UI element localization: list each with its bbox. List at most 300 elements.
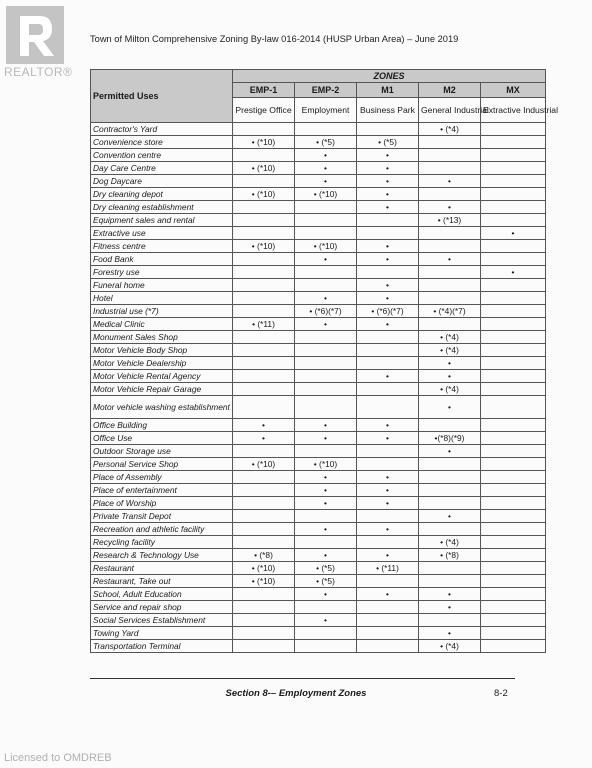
zone-permission-cell xyxy=(357,357,419,370)
permitted-use-label: Equipment sales and rental xyxy=(91,214,233,227)
license-watermark: Licensed to OMDREB xyxy=(4,752,112,764)
zone-permission-cell xyxy=(357,510,419,523)
zone-permission-cell: • xyxy=(357,432,419,445)
zone-permission-cell xyxy=(481,510,546,523)
zone-permission-cell xyxy=(481,614,546,627)
permitted-use-label: Private Transit Depot xyxy=(91,510,233,523)
zone-permission-cell xyxy=(419,266,481,279)
permitted-use-label: Motor Vehicle Body Shop xyxy=(91,344,233,357)
zone-permission-cell: • (*4) xyxy=(419,640,481,653)
zone-permission-cell: • xyxy=(295,432,357,445)
zone-permission-cell: • xyxy=(419,601,481,614)
zone-permission-cell xyxy=(481,344,546,357)
zone-permission-cell xyxy=(357,627,419,640)
table-row xyxy=(91,614,546,627)
zone-permission-cell xyxy=(419,419,481,432)
zone-permission-cell xyxy=(419,240,481,253)
zone-permission-cell: • (*4) xyxy=(419,344,481,357)
table-row xyxy=(91,484,546,497)
zone-permission-cell xyxy=(419,497,481,510)
zone-permission-cell xyxy=(419,292,481,305)
zone-permission-cell xyxy=(357,383,419,396)
zone-permission-cell xyxy=(295,201,357,214)
zone-permission-cell xyxy=(481,497,546,510)
zone-code-header: EMP-2 xyxy=(295,83,357,98)
zone-permission-cell xyxy=(481,549,546,562)
zone-permission-cell xyxy=(357,601,419,614)
realtor-logo-icon xyxy=(6,6,64,64)
zone-permission-cell xyxy=(295,214,357,227)
zone-permission-cell: • (*10) xyxy=(295,458,357,471)
zone-permission-cell xyxy=(233,305,295,318)
zone-permission-cell xyxy=(481,588,546,601)
zone-permission-cell: • (*10) xyxy=(233,136,295,149)
zone-permission-cell xyxy=(481,383,546,396)
permitted-use-label: Restaurant, Take out xyxy=(91,575,233,588)
table-row xyxy=(91,162,546,175)
permitted-use-label: Transportation Terminal xyxy=(91,640,233,653)
zone-permission-cell xyxy=(233,123,295,136)
zone-description: Business Park xyxy=(357,98,419,123)
table-row xyxy=(91,214,546,227)
zone-permission-cell: • xyxy=(419,510,481,523)
zone-permission-cell xyxy=(357,396,419,419)
table-row xyxy=(91,136,546,149)
zone-permission-cell xyxy=(233,292,295,305)
zone-permission-cell: • (*5) xyxy=(295,575,357,588)
zone-permission-cell: • xyxy=(295,484,357,497)
permitted-use-label: Recycling facility xyxy=(91,536,233,549)
permitted-use-label: Place of Assembly xyxy=(91,471,233,484)
zone-permission-cell: • xyxy=(419,396,481,419)
zone-permission-cell: • xyxy=(357,292,419,305)
permitted-use-label: Forestry use xyxy=(91,266,233,279)
table-row xyxy=(91,240,546,253)
zone-permission-cell xyxy=(233,484,295,497)
table-row xyxy=(91,588,546,601)
zone-permission-cell: • xyxy=(295,175,357,188)
zone-permission-cell xyxy=(233,497,295,510)
zone-permission-cell: • (*10) xyxy=(295,240,357,253)
zone-permission-cell: • xyxy=(419,253,481,266)
zone-permission-cell: • (*4) xyxy=(419,383,481,396)
zone-code-header: M1 xyxy=(357,83,419,98)
zone-permission-cell: • xyxy=(419,445,481,458)
zone-permission-cell: • (*10) xyxy=(233,240,295,253)
zone-permission-cell xyxy=(233,536,295,549)
zone-permission-cell xyxy=(357,266,419,279)
zone-permission-cell: • (*11) xyxy=(357,562,419,575)
zone-permission-cell xyxy=(481,331,546,344)
permitted-use-label: Towing Yard xyxy=(91,627,233,640)
zone-permission-cell xyxy=(233,357,295,370)
zone-permission-cell xyxy=(233,523,295,536)
zone-permission-cell xyxy=(481,175,546,188)
zone-permission-cell: • (*4) xyxy=(419,331,481,344)
zone-permission-cell: • xyxy=(357,419,419,432)
permitted-use-label: Hotel xyxy=(91,292,233,305)
zone-permission-cell xyxy=(419,188,481,201)
zone-permission-cell: • (*8) xyxy=(233,549,295,562)
zone-permission-cell xyxy=(481,396,546,419)
zone-permission-cell xyxy=(481,188,546,201)
table-row xyxy=(91,523,546,536)
zone-permission-cell xyxy=(481,471,546,484)
zone-permission-cell: • xyxy=(357,240,419,253)
zone-permission-cell xyxy=(419,471,481,484)
permitted-use-label: Extractive use xyxy=(91,227,233,240)
zone-permission-cell: • xyxy=(295,149,357,162)
permitted-use-label: Fitness centre xyxy=(91,240,233,253)
zone-permission-cell xyxy=(233,627,295,640)
table-row xyxy=(91,510,546,523)
permitted-use-label: School, Adult Education xyxy=(91,588,233,601)
zone-permission-cell: • xyxy=(295,549,357,562)
table-row xyxy=(91,305,546,318)
table-row xyxy=(91,383,546,396)
zone-permission-cell: • xyxy=(357,471,419,484)
zone-permission-cell: • xyxy=(357,497,419,510)
zone-permission-cell: • (*10) xyxy=(233,188,295,201)
zone-permission-cell: • xyxy=(357,149,419,162)
zone-permission-cell xyxy=(295,536,357,549)
zone-permission-cell: • xyxy=(419,357,481,370)
zone-permission-cell: • xyxy=(233,432,295,445)
zone-permission-cell xyxy=(481,523,546,536)
zone-permission-cell xyxy=(357,575,419,588)
zone-permission-cell xyxy=(481,536,546,549)
zone-code-header: M2 xyxy=(419,83,481,98)
permitted-use-label: Research & Technology Use xyxy=(91,549,233,562)
zone-permission-cell xyxy=(295,627,357,640)
table-row xyxy=(91,149,546,162)
zone-permission-cell xyxy=(233,614,295,627)
table-row xyxy=(91,419,546,432)
zone-permission-cell: • xyxy=(419,588,481,601)
zone-permission-cell xyxy=(357,344,419,357)
zone-permission-cell: • xyxy=(357,549,419,562)
zone-permission-cell: • xyxy=(357,201,419,214)
permitted-use-label: Funeral home xyxy=(91,279,233,292)
zone-permission-cell: • (*4) xyxy=(419,123,481,136)
zone-permission-cell xyxy=(481,305,546,318)
zone-permission-cell xyxy=(419,523,481,536)
zone-permission-cell: • xyxy=(295,588,357,601)
zone-permission-cell xyxy=(357,331,419,344)
zone-permission-cell xyxy=(481,640,546,653)
zone-permission-cell: • xyxy=(481,266,546,279)
zone-permission-cell: • xyxy=(295,614,357,627)
table-row xyxy=(91,458,546,471)
zone-permission-cell xyxy=(233,396,295,419)
table-row xyxy=(91,432,546,445)
permitted-use-label: Recreation and athletic facility xyxy=(91,523,233,536)
table-row xyxy=(91,175,546,188)
zone-permission-cell: • xyxy=(419,627,481,640)
zone-permission-cell xyxy=(419,149,481,162)
table-row xyxy=(91,279,546,292)
zone-permission-cell xyxy=(233,214,295,227)
zone-permission-cell xyxy=(481,318,546,331)
zone-permission-cell xyxy=(233,588,295,601)
zone-permission-cell xyxy=(481,627,546,640)
zone-permission-cell xyxy=(481,458,546,471)
permitted-use-label: Personal Service Shop xyxy=(91,458,233,471)
zone-permission-cell xyxy=(295,396,357,419)
zone-permission-cell xyxy=(481,575,546,588)
table-row xyxy=(91,331,546,344)
table-row xyxy=(91,627,546,640)
zone-permission-cell xyxy=(481,292,546,305)
zone-permission-cell: • xyxy=(295,318,357,331)
zone-permission-cell xyxy=(419,484,481,497)
zone-permission-cell: • xyxy=(295,292,357,305)
zone-permission-cell: • xyxy=(357,588,419,601)
zone-permission-cell xyxy=(233,253,295,266)
zone-permission-cell xyxy=(481,201,546,214)
zone-permission-cell: • xyxy=(295,523,357,536)
realtor-logo-text: REALTOR® xyxy=(4,65,73,79)
permitted-use-label: Motor vehicle washing establishment xyxy=(91,396,233,419)
table-row xyxy=(91,536,546,549)
zone-permission-cell xyxy=(481,432,546,445)
zone-permission-cell: • xyxy=(357,523,419,536)
zone-permission-cell: • xyxy=(419,370,481,383)
zone-permission-cell xyxy=(357,227,419,240)
permitted-use-label: Outdoor Storage use xyxy=(91,445,233,458)
footer-section-title: Section 8-– Employment Zones xyxy=(225,688,367,699)
table-row xyxy=(91,445,546,458)
zone-permission-cell xyxy=(295,266,357,279)
zone-permission-cell xyxy=(481,279,546,292)
zone-permission-cell: • xyxy=(295,419,357,432)
table-row xyxy=(91,253,546,266)
zone-permission-cell xyxy=(419,575,481,588)
zone-permission-cell: • xyxy=(357,318,419,331)
zone-description: Prestige Office xyxy=(233,98,295,123)
permitted-use-label: Service and repair shop xyxy=(91,601,233,614)
zone-permission-cell xyxy=(233,510,295,523)
zone-permission-cell xyxy=(233,344,295,357)
zone-description: General Industrial xyxy=(419,98,481,123)
page-number: 8-2 xyxy=(494,688,508,699)
zone-permission-cell xyxy=(295,331,357,344)
zone-permission-cell xyxy=(295,370,357,383)
zone-permission-cell: • (*4) xyxy=(419,536,481,549)
table-row xyxy=(91,318,546,331)
zones-header: ZONES xyxy=(233,70,546,83)
table-row xyxy=(91,575,546,588)
zone-permission-cell: • xyxy=(357,370,419,383)
zone-permission-cell xyxy=(481,253,546,266)
zone-permission-cell xyxy=(233,201,295,214)
zone-permission-cell xyxy=(481,214,546,227)
document-header: Town of Milton Comprehensive Zoning By-law 016-2014 (HUSP Urban Area) – June 2019 xyxy=(90,34,459,44)
permitted-use-label: Industrial use (*7) xyxy=(91,305,233,318)
table-row xyxy=(91,357,546,370)
permitted-use-label: Day Care Centre xyxy=(91,162,233,175)
permitted-use-label: Motor Vehicle Dealership xyxy=(91,357,233,370)
zone-permission-cell: • (*10) xyxy=(233,458,295,471)
zone-description: Extractive Industrial xyxy=(481,98,546,123)
table-row xyxy=(91,497,546,510)
zone-permission-cell xyxy=(233,266,295,279)
zone-permission-cell: • xyxy=(419,175,481,188)
permitted-use-label: Convenience store xyxy=(91,136,233,149)
zone-permission-cell: • xyxy=(295,253,357,266)
zone-permission-cell: • (*5) xyxy=(295,562,357,575)
zone-permission-cell: • (*4)(*7) xyxy=(419,305,481,318)
zone-permission-cell: • (*8) xyxy=(419,549,481,562)
zone-permission-cell: •(*8)(*9) xyxy=(419,432,481,445)
zone-permission-cell: • xyxy=(295,497,357,510)
zone-permission-cell: • xyxy=(357,253,419,266)
table-row xyxy=(91,549,546,562)
zone-permission-cell xyxy=(419,279,481,292)
zone-permission-cell xyxy=(481,136,546,149)
zone-permission-cell: • xyxy=(357,188,419,201)
permitted-use-label: Motor Vehicle Repair Garage xyxy=(91,383,233,396)
zone-permission-cell: • (*10) xyxy=(233,575,295,588)
zone-permission-cell xyxy=(295,445,357,458)
zone-permission-cell: • xyxy=(481,227,546,240)
zone-permission-cell xyxy=(357,536,419,549)
zone-permission-cell xyxy=(357,123,419,136)
zone-permission-cell: • xyxy=(295,162,357,175)
zone-permission-cell: • (*5) xyxy=(357,136,419,149)
zone-permission-cell: • xyxy=(357,484,419,497)
zone-permission-cell: • (*11) xyxy=(233,318,295,331)
permitted-use-label: Place of Worship xyxy=(91,497,233,510)
zone-permission-cell xyxy=(481,445,546,458)
zone-permission-cell xyxy=(295,227,357,240)
zone-permission-cell xyxy=(295,344,357,357)
zone-permission-cell xyxy=(419,136,481,149)
zone-permission-cell xyxy=(295,640,357,653)
zone-permission-cell: • xyxy=(419,201,481,214)
table-row xyxy=(91,370,546,383)
zone-permission-cell xyxy=(419,614,481,627)
zone-permission-cell xyxy=(419,227,481,240)
zone-permission-cell xyxy=(233,640,295,653)
zone-permission-cell xyxy=(481,484,546,497)
zone-permission-cell xyxy=(419,562,481,575)
zone-permission-cell xyxy=(481,162,546,175)
zone-permission-cell xyxy=(481,370,546,383)
zone-permission-cell xyxy=(295,383,357,396)
zone-permission-cell xyxy=(233,331,295,344)
zone-permission-cell xyxy=(295,357,357,370)
zone-permission-cell xyxy=(357,614,419,627)
zone-permission-cell xyxy=(357,640,419,653)
table-row xyxy=(91,640,546,653)
zone-code-header: EMP-1 xyxy=(233,83,295,98)
zone-permission-cell xyxy=(233,445,295,458)
zone-description: Employment xyxy=(295,98,357,123)
zone-permission-cell xyxy=(233,601,295,614)
permitted-use-label: Dry cleaning establishment xyxy=(91,201,233,214)
zone-permission-cell xyxy=(233,279,295,292)
zone-permission-cell: • (*13) xyxy=(419,214,481,227)
permitted-use-label: Motor Vehicle Rental Agency xyxy=(91,370,233,383)
table-row xyxy=(91,266,546,279)
table-row xyxy=(91,471,546,484)
zone-permission-cell xyxy=(295,123,357,136)
zone-permission-cell xyxy=(481,123,546,136)
zones-table xyxy=(90,69,558,653)
permitted-use-label: Dog Daycare xyxy=(91,175,233,188)
table-row xyxy=(91,562,546,575)
zone-permission-cell xyxy=(357,214,419,227)
zone-permission-cell xyxy=(233,175,295,188)
zone-permission-cell: • (*10) xyxy=(233,562,295,575)
zone-permission-cell xyxy=(233,471,295,484)
zone-permission-cell xyxy=(295,279,357,292)
permitted-use-label: Office Use xyxy=(91,432,233,445)
zone-code-header: MX xyxy=(481,83,546,98)
zone-permission-cell xyxy=(357,458,419,471)
zone-permission-cell: • (*6)(*7) xyxy=(295,305,357,318)
permitted-use-label: Medical Clinic xyxy=(91,318,233,331)
zone-permission-cell xyxy=(295,601,357,614)
permitted-uses-header: Permitted Uses xyxy=(91,70,233,123)
table-row xyxy=(91,123,546,136)
zone-permission-cell: • xyxy=(233,419,295,432)
zone-permission-cell xyxy=(233,227,295,240)
permitted-use-label: Food Bank xyxy=(91,253,233,266)
zone-permission-cell xyxy=(295,510,357,523)
zone-permission-cell xyxy=(419,458,481,471)
zone-permission-cell: • (*6)(*7) xyxy=(357,305,419,318)
zone-permission-cell xyxy=(481,419,546,432)
zone-permission-cell xyxy=(481,357,546,370)
zone-permission-cell: • xyxy=(357,175,419,188)
zone-permission-cell xyxy=(233,383,295,396)
table-row xyxy=(91,601,546,614)
zone-permission-cell xyxy=(419,162,481,175)
permitted-use-label: Contractor's Yard xyxy=(91,123,233,136)
zone-permission-cell xyxy=(233,149,295,162)
permitted-use-label: Place of entertainment xyxy=(91,484,233,497)
zone-permission-cell xyxy=(419,318,481,331)
table-row xyxy=(91,292,546,305)
zone-permission-cell: • (*5) xyxy=(295,136,357,149)
permitted-use-label: Convention centre xyxy=(91,149,233,162)
zone-permission-cell: • xyxy=(357,279,419,292)
permitted-use-label: Restaurant xyxy=(91,562,233,575)
zone-permission-cell xyxy=(481,149,546,162)
permitted-use-label: Monument Sales Shop xyxy=(91,331,233,344)
zone-permission-cell xyxy=(481,562,546,575)
permitted-use-label: Dry cleaning depot xyxy=(91,188,233,201)
zone-permission-cell xyxy=(481,601,546,614)
zone-permission-cell: • (*10) xyxy=(295,188,357,201)
table-row xyxy=(91,201,546,214)
footer-divider xyxy=(90,678,515,679)
zone-permission-cell xyxy=(233,370,295,383)
table-row xyxy=(91,344,546,357)
zone-permission-cell: • (*10) xyxy=(233,162,295,175)
table-row xyxy=(91,396,546,419)
permitted-use-label: Social Services Establishment xyxy=(91,614,233,627)
zone-permission-cell: • xyxy=(295,471,357,484)
permitted-use-label: Office Building xyxy=(91,419,233,432)
zone-permission-cell xyxy=(481,240,546,253)
zone-permission-cell xyxy=(357,445,419,458)
table-row xyxy=(91,188,546,201)
zone-permission-cell: • xyxy=(357,162,419,175)
table-row xyxy=(91,227,546,240)
